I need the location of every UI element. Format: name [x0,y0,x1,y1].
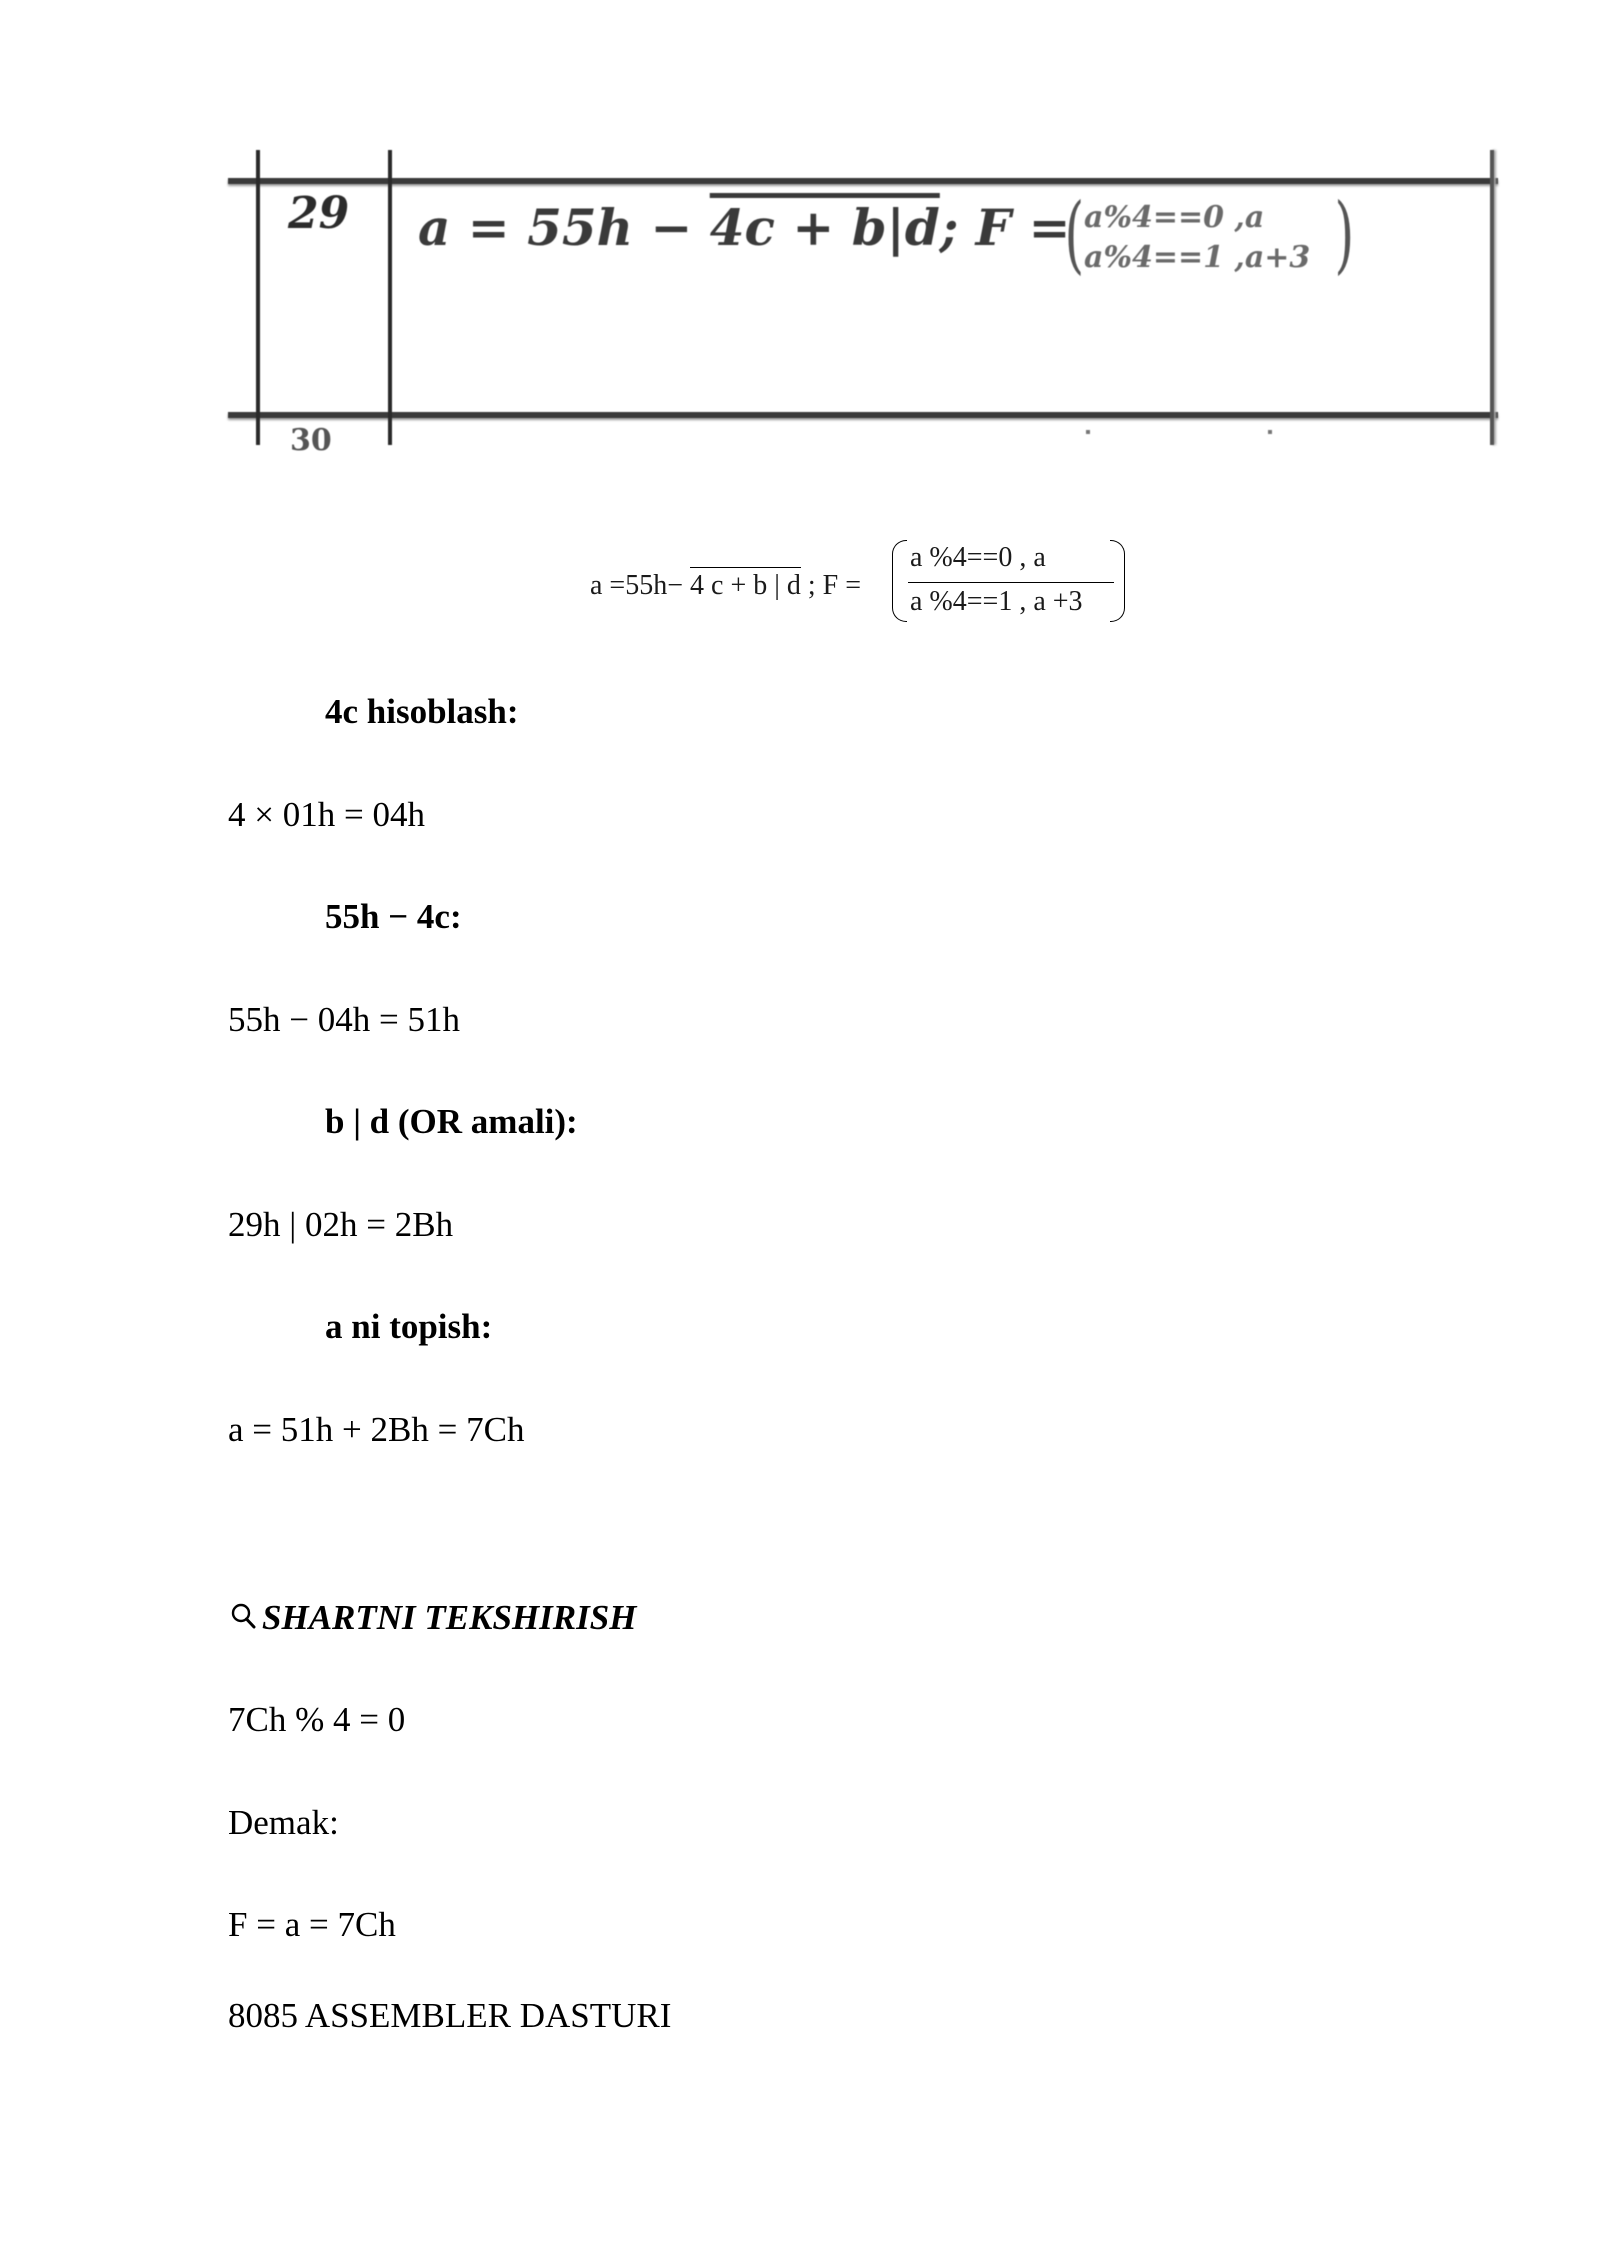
snippet-cut-mark [1268,430,1272,434]
table-right-border [1490,150,1494,445]
task-table-snippet [228,150,1498,458]
check-conclusion-label: Demak: [228,1803,339,1842]
search-icon-graphic [228,1602,258,1632]
formula-right-paren [1110,540,1125,622]
check-heading [228,1598,636,1638]
check-title: SHARTNI TEKSHIRISH [262,1598,637,1637]
table-bottom-border [228,412,1498,418]
snippet-formula-tail: ; F = [939,198,1071,257]
step-result-4c: 4 × 01h = 04h [228,795,425,834]
snippet-case-1: a%4==0 ,a [1084,200,1265,235]
formula-case-1: a %4==0 , a [910,542,1046,573]
snippet-case-2: a%4==1 ,a+3 [1084,240,1311,275]
row-number: 29 [288,188,350,239]
snippet-right-paren: ) [1334,185,1355,283]
formula-lhs-prefix: a =55h− [590,570,691,601]
step-heading-4c: 4c hisoblash: [325,692,519,731]
step-result-or: 29h | 02h = 2Bh [228,1205,454,1244]
snippet-formula-main: a = 55h − [418,198,710,257]
formula-overline-term: 4 c + b | d [690,567,801,601]
formula-case-2: a %4==1 , a +3 [910,586,1083,617]
formula-lhs-suffix: ; F = [800,570,861,601]
step-result-subtract: 55h − 04h = 51h [228,1000,460,1039]
step-result-find-a: a = 51h + 2Bh = 7Ch [228,1410,525,1449]
check-result: F = a = 7Ch [228,1905,396,1944]
snippet-formula-overline: 4c + b|d [709,198,940,257]
search-icon [228,1601,258,1631]
table-column-divider [388,150,392,445]
formula-lhs [590,570,861,602]
check-modulo: 7Ch % 4 = 0 [228,1700,406,1739]
step-heading-or: b | d (OR amali): [325,1102,578,1141]
formula-left-paren [892,540,907,622]
snippet-formula [418,198,1070,257]
table-left-border [256,150,260,445]
snippet-cut-mark [1086,430,1090,434]
formula-divider [908,582,1114,583]
step-heading-subtract: 55h − 4c: [325,897,462,936]
table-top-border [228,178,1498,184]
program-title: 8085 ASSEMBLER DASTURI [228,1996,672,2035]
step-heading-find-a: a ni topish: [325,1307,493,1346]
next-row-number: 30 [290,423,332,458]
snippet-left-paren: ( [1064,185,1085,283]
